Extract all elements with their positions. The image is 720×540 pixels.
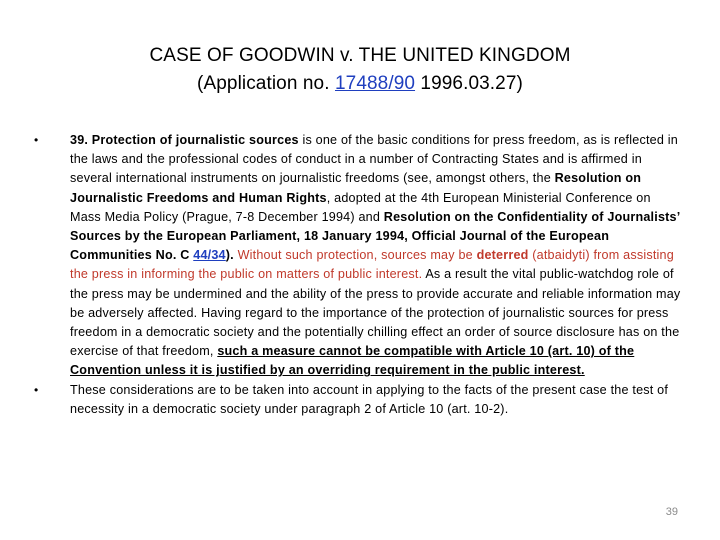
text-segment: These considerations are to be taken into account in applying to the facts of the present case the test of necessity in a democratic society under paragraph 2 of Article 10 (art. 10-2).: [70, 382, 669, 416]
text-segment: such a measure cannot be compatible with Article 10 (art. 10) of the Convention unless it is justified by an overriding requirement in the public interest.: [70, 344, 635, 378]
bullet-item-2: [34, 381, 684, 419]
bullet-dot-icon: •: [34, 133, 39, 147]
text-segment: ).: [225, 248, 238, 263]
text-segment: deterred: [476, 248, 529, 263]
text-segment: Resolution on Journalistic Freedoms and Human Rights: [70, 171, 642, 205]
bullet-text: [70, 131, 684, 381]
title-line-2: [60, 70, 660, 98]
title-application-prefix: (Application no.: [197, 73, 335, 94]
text-segment: (atbaidyti) from assisting the press in informing the public on matters of public interest.: [70, 248, 674, 282]
slide-title: [60, 42, 660, 98]
title-date: 1996.03.27): [415, 73, 523, 94]
text-segment: 39. Protection of journalistic sources: [70, 133, 299, 147]
text-segment: Without such protection, sources may be: [237, 248, 477, 263]
page-number: 39: [665, 506, 678, 518]
text-segment: is one of the basic conditions for press freedom, as is reflected in the laws and the professional codes of conduct in a number of Contracting States and is affirmed in several international instruments on journalistic freedoms (see, amongst others, the: [70, 133, 678, 186]
bullet-dot-icon: •: [34, 382, 39, 397]
title-line-1: CASE OF GOODWIN v. THE UNITED KINGDOM: [149, 45, 571, 66]
bullet-item-1: [34, 131, 684, 381]
bullet-text: [70, 381, 684, 419]
text-segment: , adopted at the 4th European Ministerial Conference on Mass Media Policy (Prague, 7-8 December 1994) and: [70, 190, 651, 224]
text-segment: Resolution on the Confidentiality of Journalists’ Sources by the European Parliament, 18 January 1994, Official Journal of the European Communities No. C: [70, 209, 680, 263]
application-number-link[interactable]: 17488/90: [334, 73, 416, 94]
text-segment: As a result the vital public-watchdog role of the press may be undermined and the ability of the press to provide accurate and reliable information may be adversely affected. Having regard to the importance of the protection of journalistic sources for press freedom in a democratic society and the potentially chilling effect an order of source disclosure has on the exercise of that freedom,: [70, 267, 681, 359]
journal-reference-link[interactable]: 44/34: [193, 248, 226, 263]
bullet-list: [34, 131, 684, 419]
